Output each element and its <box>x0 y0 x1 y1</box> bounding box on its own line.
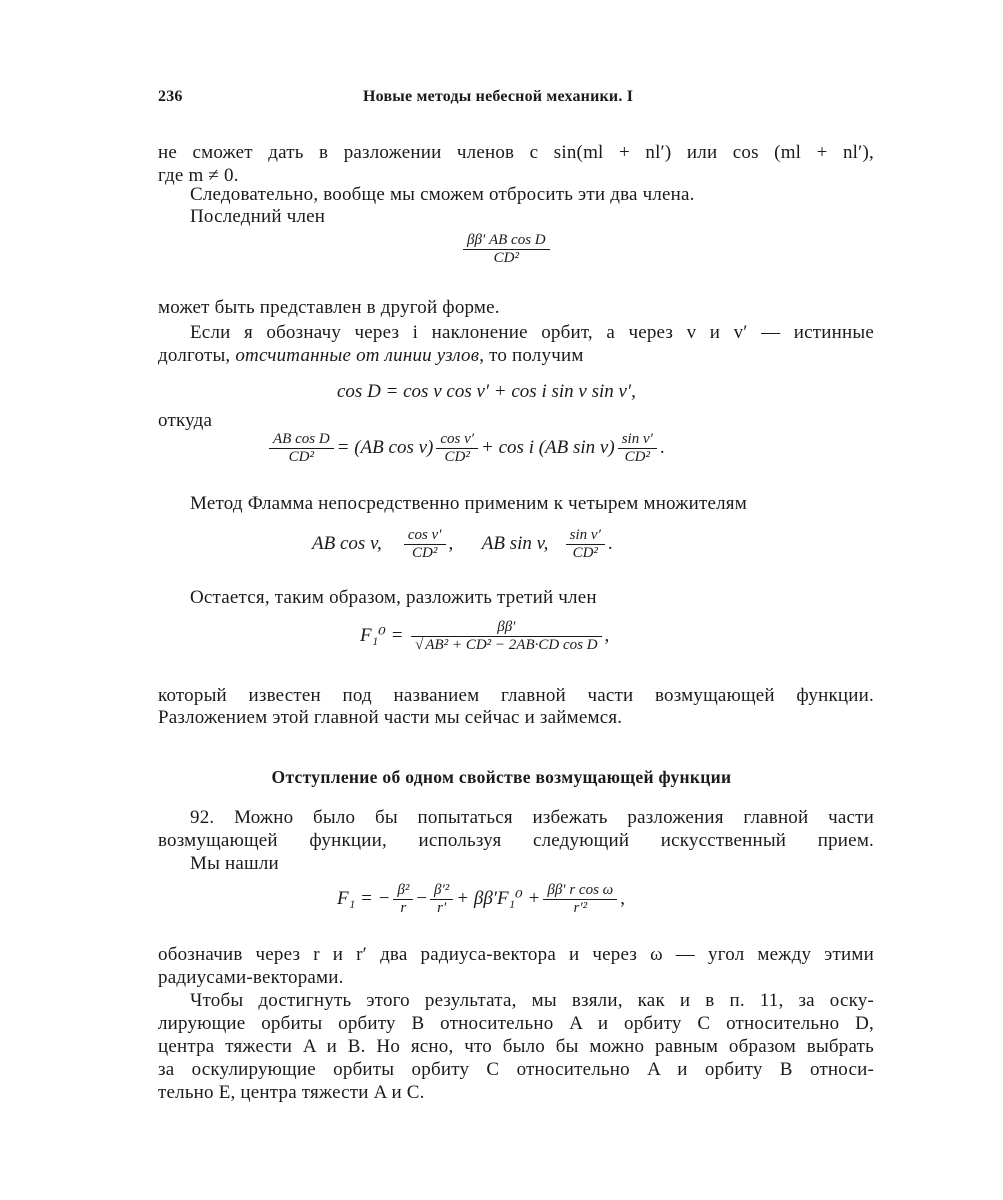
text-line: не сможет дать в разложении членов с sin(ml + nl′) или cos (ml + nl′), <box>158 142 874 163</box>
text-line: радиусами-векторами. <box>158 967 344 988</box>
section-title: Отступление об одном свойстве возмущающей функции <box>271 767 732 787</box>
text-line: Последний член <box>190 206 326 227</box>
text-line: центра тяжести A и B. Но ясно, что было бы можно равным образом выбрать <box>158 1036 874 1057</box>
text-line: Разложением этой главной части мы сейчас и займемся. <box>158 707 623 728</box>
equation-f1: F₁ = − $\frac{\text{β²}}{r}$ − $\frac{\text{β′²}}{r'}$ + ββ′F₁⁰ + $\frac{\text{ββ′ r cos ω}}{\text{r′²}}$ , <box>337 882 626 916</box>
text-line: тельно E, центра тяжести A и C. <box>158 1082 425 1103</box>
equation-expansion: $\frac{\text{AB cos D}}{\text{CD²}}$ = (AB cos v) $\frac{\text{cos v′}}{\text{CD²}}$ + cos i (AB sin v) $\frac{\text{sin v′}}{\text{CD²}}$ . <box>266 431 665 466</box>
text-line: обозначив через r и r′ два радиуса-вектора и через ω — угол между этими <box>158 944 874 965</box>
equation-f1-zero: F₁⁰ = $\frac{\beta\beta'}{\text{√ AB² + CD² − 2AB·CD cos D}}$ , <box>360 619 610 653</box>
equation-four-factors: AB cos v, $\frac{\text{cos v′}}{\text{CD²}}$ , AB sin v, $\frac{\text{sin v′}}{\text{CD²}}$ . <box>312 527 613 561</box>
text-line: который известен под названием главной части возмущающей функции. <box>158 685 874 706</box>
equation-bb-ab-cos-d: $\frac{\text{ββ′ AB cos D}}{\text{CD²}}$ <box>460 232 553 267</box>
text-line: за оскулирующие орбиты орбиту C относительно A и орбиту B относи- <box>158 1059 874 1080</box>
text-line: Следовательно, вообще мы сможем отбросить эти два члена. <box>190 184 695 205</box>
text-line: где m ≠ 0. <box>158 165 239 186</box>
equation-cos-d: cos D = cos v cos v′ + cos i sin v sin v′, <box>337 381 636 402</box>
text-line: долготы, отсчитанные от линии узлов, то получим <box>158 345 584 366</box>
text-line: лирующие орбиты орбиту B относительно A и орбиту C относительно D, <box>158 1013 874 1034</box>
running-title: Новые методы небесной механики. I <box>363 88 634 105</box>
text-line: может быть представлен в другой форме. <box>158 297 500 318</box>
text-line: 92. Можно было бы попытаться избежать разложения главной части <box>190 807 874 828</box>
text-line: Метод Фламма непосредственно применим к четырем множителям <box>190 493 747 514</box>
text-line: откуда <box>158 410 213 431</box>
text-line: Если я обозначу через i наклонение орбит, а через v и v′ — истинные <box>190 322 874 343</box>
text-line: Чтобы достигнуть этого результата, мы взяли, как и в п. 11, за оску- <box>190 990 874 1011</box>
text-line: Мы нашли <box>190 853 279 874</box>
page-number: 236 <box>158 88 183 105</box>
text-line: Остается, таким образом, разложить третий член <box>190 587 597 608</box>
text-line: возмущающей функции, используя следующий искусственный прием. <box>158 830 874 851</box>
